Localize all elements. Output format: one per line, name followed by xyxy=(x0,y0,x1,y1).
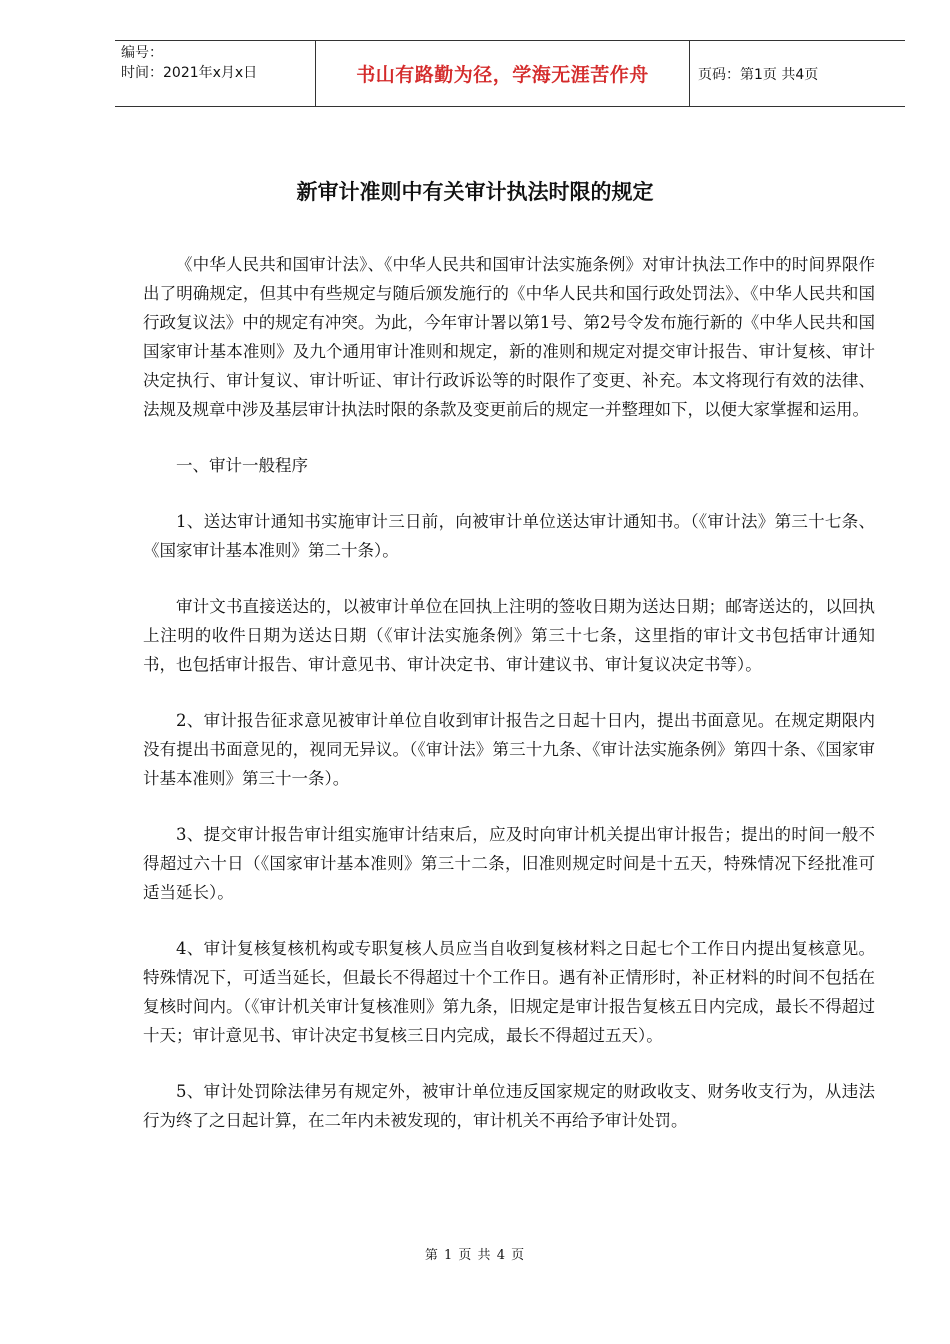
header-page-info: 页码：第1页 共4页 xyxy=(698,66,819,83)
page-footer: 第 1 页 共 4 页 xyxy=(424,1248,526,1263)
serial-number-label: 编号： xyxy=(121,45,163,61)
header-motto: 书山有路勤为径，学海无涯苦作舟 xyxy=(315,41,690,106)
body-paragraph: 1、送达审计通知书实施审计三日前，向被审计单位送达审计通知书。（《审计法》第三十七条、《国家审计基本准则》第二十条）。 xyxy=(143,512,875,560)
body-paragraph: 审计文书直接送达的，以被审计单位在回执上注明的签收日期为送达日期；邮寄送达的，以回执上注明的收件日期为送达日期（《审计法实施条例》第三十七条，这里指的审计文书包括审计通知书，也包括审计报告、审计意见书、审计决定书、审计建议书、审计复议决定书等）。 xyxy=(143,597,875,674)
document-body xyxy=(143,250,875,1162)
section-heading: 一、审计一般程序 xyxy=(176,456,308,475)
body-paragraph: 3、提交审计报告审计组实施审计结束后，应及时向审计机关提出审计报告；提出的时间一般不得超过六十日（《国家审计基本准则》第三十二条，旧准则规定时间是十五天，特殊情况下经批准可适当延长）。 xyxy=(143,825,875,902)
body-paragraph: 2、审计报告征求意见被审计单位自收到审计报告之日起十日内，提出书面意见。在规定期限内没有提出书面意见的，视同无异议。（《审计法》第三十九条、《审计法实施条例》第四十条、《国家审计基本准则》第三十一条）。 xyxy=(143,711,875,788)
intro-paragraph: 《中华人民共和国审计法》、《中华人民共和国审计法实施条例》对审计执法工作中的时间界限作出了明确规定，但其中有些规定与随后颁发施行的《中华人民共和国行政处罚法》、《中华人民共和国行政复议法》中的规定有冲突。为此，今年审计署以第1号、第2号令发布施行新的《中华人民共和国国家审计基本准则》及九个通用审计准则和规定，新的准则和规定对提交审计报告、审计复核、审计决定执行、审计复议、审计听证、审计行政诉讼等的时限作了变更、补充。本文将现行有效的法律、法规及规章中涉及基层审计执法时限的条款及变更前后的规定一并整理如下，以便大家掌握和运用。 xyxy=(143,255,875,419)
body-paragraph: 5、审计处罚除法律另有规定外，被审计单位违反国家规定的财政收支、财务收支行为，从违法行为终了之日起计算，在二年内未被发现的，审计机关不再给予审计处罚。 xyxy=(143,1082,875,1130)
date-line: 时间：2021年x月x日 xyxy=(121,65,258,81)
document-title: 新审计准则中有关审计执法时限的规定 xyxy=(296,180,654,204)
page-header xyxy=(115,40,905,107)
body-paragraph: 4、审计复核复核机构或专职复核人员应当自收到复核材料之日起七个工作日内提出复核意见。特殊情况下，可适当延长，但最长不得超过十个工作日。遇有补正情形时，补正材料的时间不包括在复核时间内。（《审计机关审计复核准则》第九条，旧规定是审计报告复核五日内完成，最长不得超过十天；审计意见书、审计决定书复核三日内完成，最长不得超过五天）。 xyxy=(143,939,875,1045)
header-meta-cell xyxy=(115,41,315,106)
